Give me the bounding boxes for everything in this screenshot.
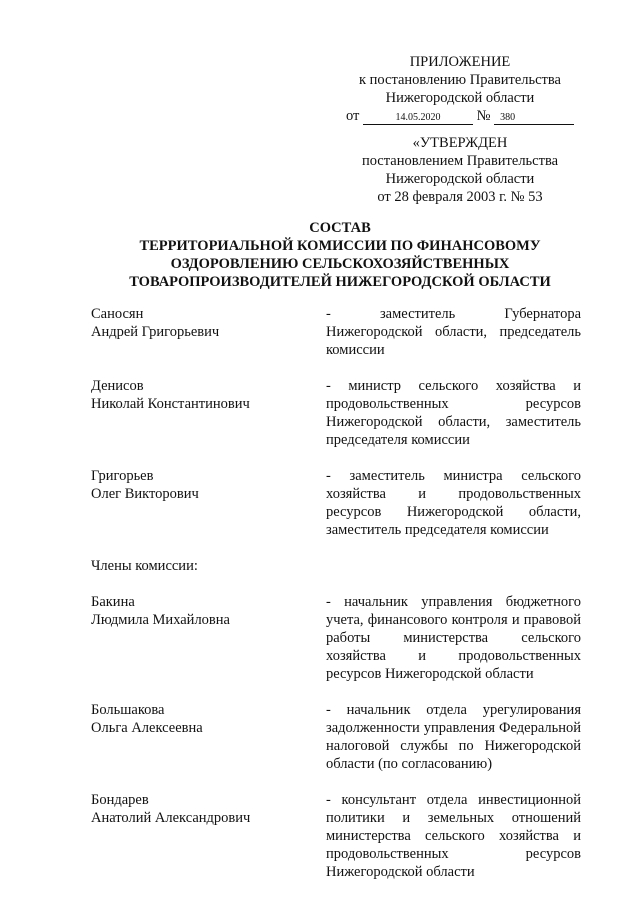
member-row — [91, 377, 581, 449]
approved-line-2: постановлением Правительства — [361, 153, 559, 169]
commission-composition — [91, 305, 581, 881]
member-given-name: Олег Викторович — [91, 486, 199, 502]
document-title — [80, 219, 600, 291]
appendix-line-1: к постановлению Правительства — [359, 72, 561, 88]
approved-line-1: «УТВЕРЖДЕН — [412, 135, 508, 151]
title-line-3: ОЗДОРОВЛЕНИЮ СЕЛЬСКОХОЗЯЙСТВЕННЫХ — [170, 256, 510, 272]
title-line-1: СОСТАВ — [309, 220, 371, 236]
date-prefix: от — [345, 108, 360, 124]
number-sign: № — [476, 108, 491, 124]
member-row — [91, 701, 581, 773]
approved-line-4: от 28 февраля 2003 г. № 53 — [377, 189, 543, 205]
member-row — [91, 467, 581, 539]
appendix-title: ПРИЛОЖЕНИЕ — [409, 54, 511, 70]
member-given-name: Людмила Михайловна — [91, 612, 230, 628]
member-role: - начальник управления бюджетного учета, финансового контроля и правовой работы министерства сельского хозяйства и продовольственных ресурсов Нижегородской области — [326, 594, 581, 682]
appendix-date-number-line — [340, 107, 580, 125]
member-name — [91, 701, 326, 773]
appendix-header — [340, 53, 580, 125]
member-given-name: Андрей Григорьевич — [91, 324, 220, 340]
title-line-2: ТЕРРИТОРИАЛЬНОЙ КОМИССИИ ПО ФИНАНСОВОМУ — [139, 238, 541, 254]
member-given-name: Ольга Алексеевна — [91, 720, 203, 736]
number-field: 380 — [494, 111, 574, 125]
members-section-label: Члены комиссии: — [91, 558, 198, 574]
member-role: - консультант отдела инвестиционной политики и земельных отношений министерства сельского хозяйства и продовольственных ресурсов Нижегородской области — [326, 792, 581, 880]
member-row — [91, 791, 581, 881]
member-surname: Саносян — [91, 306, 144, 322]
member-row — [91, 305, 581, 359]
date-field: 14.05.2020 — [363, 111, 473, 125]
member-name — [91, 791, 326, 881]
member-role: - начальник отдела урегулирования задолженности управления Федеральной налоговой службы по Нижегородской области (по согласованию) — [326, 702, 581, 772]
member-role: - заместитель Губернатора Нижегородской области, председатель комиссии — [326, 306, 581, 358]
member-surname: Бакина — [91, 594, 135, 610]
member-given-name: Анатолий Александрович — [91, 810, 251, 826]
member-name — [91, 467, 326, 539]
member-role: - министр сельского хозяйства и продовольственных ресурсов Нижегородской области, заместитель председателя комиссии — [326, 378, 581, 448]
approved-line-3: Нижегородской области — [385, 171, 535, 187]
member-surname: Бондарев — [91, 792, 149, 808]
approved-block — [340, 134, 580, 206]
member-surname: Григорьев — [91, 468, 154, 484]
member-surname: Большакова — [91, 702, 165, 718]
member-given-name: Николай Константинович — [91, 396, 250, 412]
appendix-line-2: Нижегородской области — [385, 90, 535, 106]
member-name — [91, 377, 326, 449]
title-line-4: ТОВАРОПРОИЗВОДИТЕЛЕЙ НИЖЕГОРОДСКОЙ ОБЛАСТИ — [129, 274, 551, 290]
member-role: - заместитель министра сельского хозяйства и продовольственных ресурсов Нижегородской области, заместитель председателя комиссии — [326, 468, 581, 538]
member-name — [91, 305, 326, 359]
member-row — [91, 593, 581, 683]
member-name — [91, 593, 326, 683]
member-surname: Денисов — [91, 378, 144, 394]
